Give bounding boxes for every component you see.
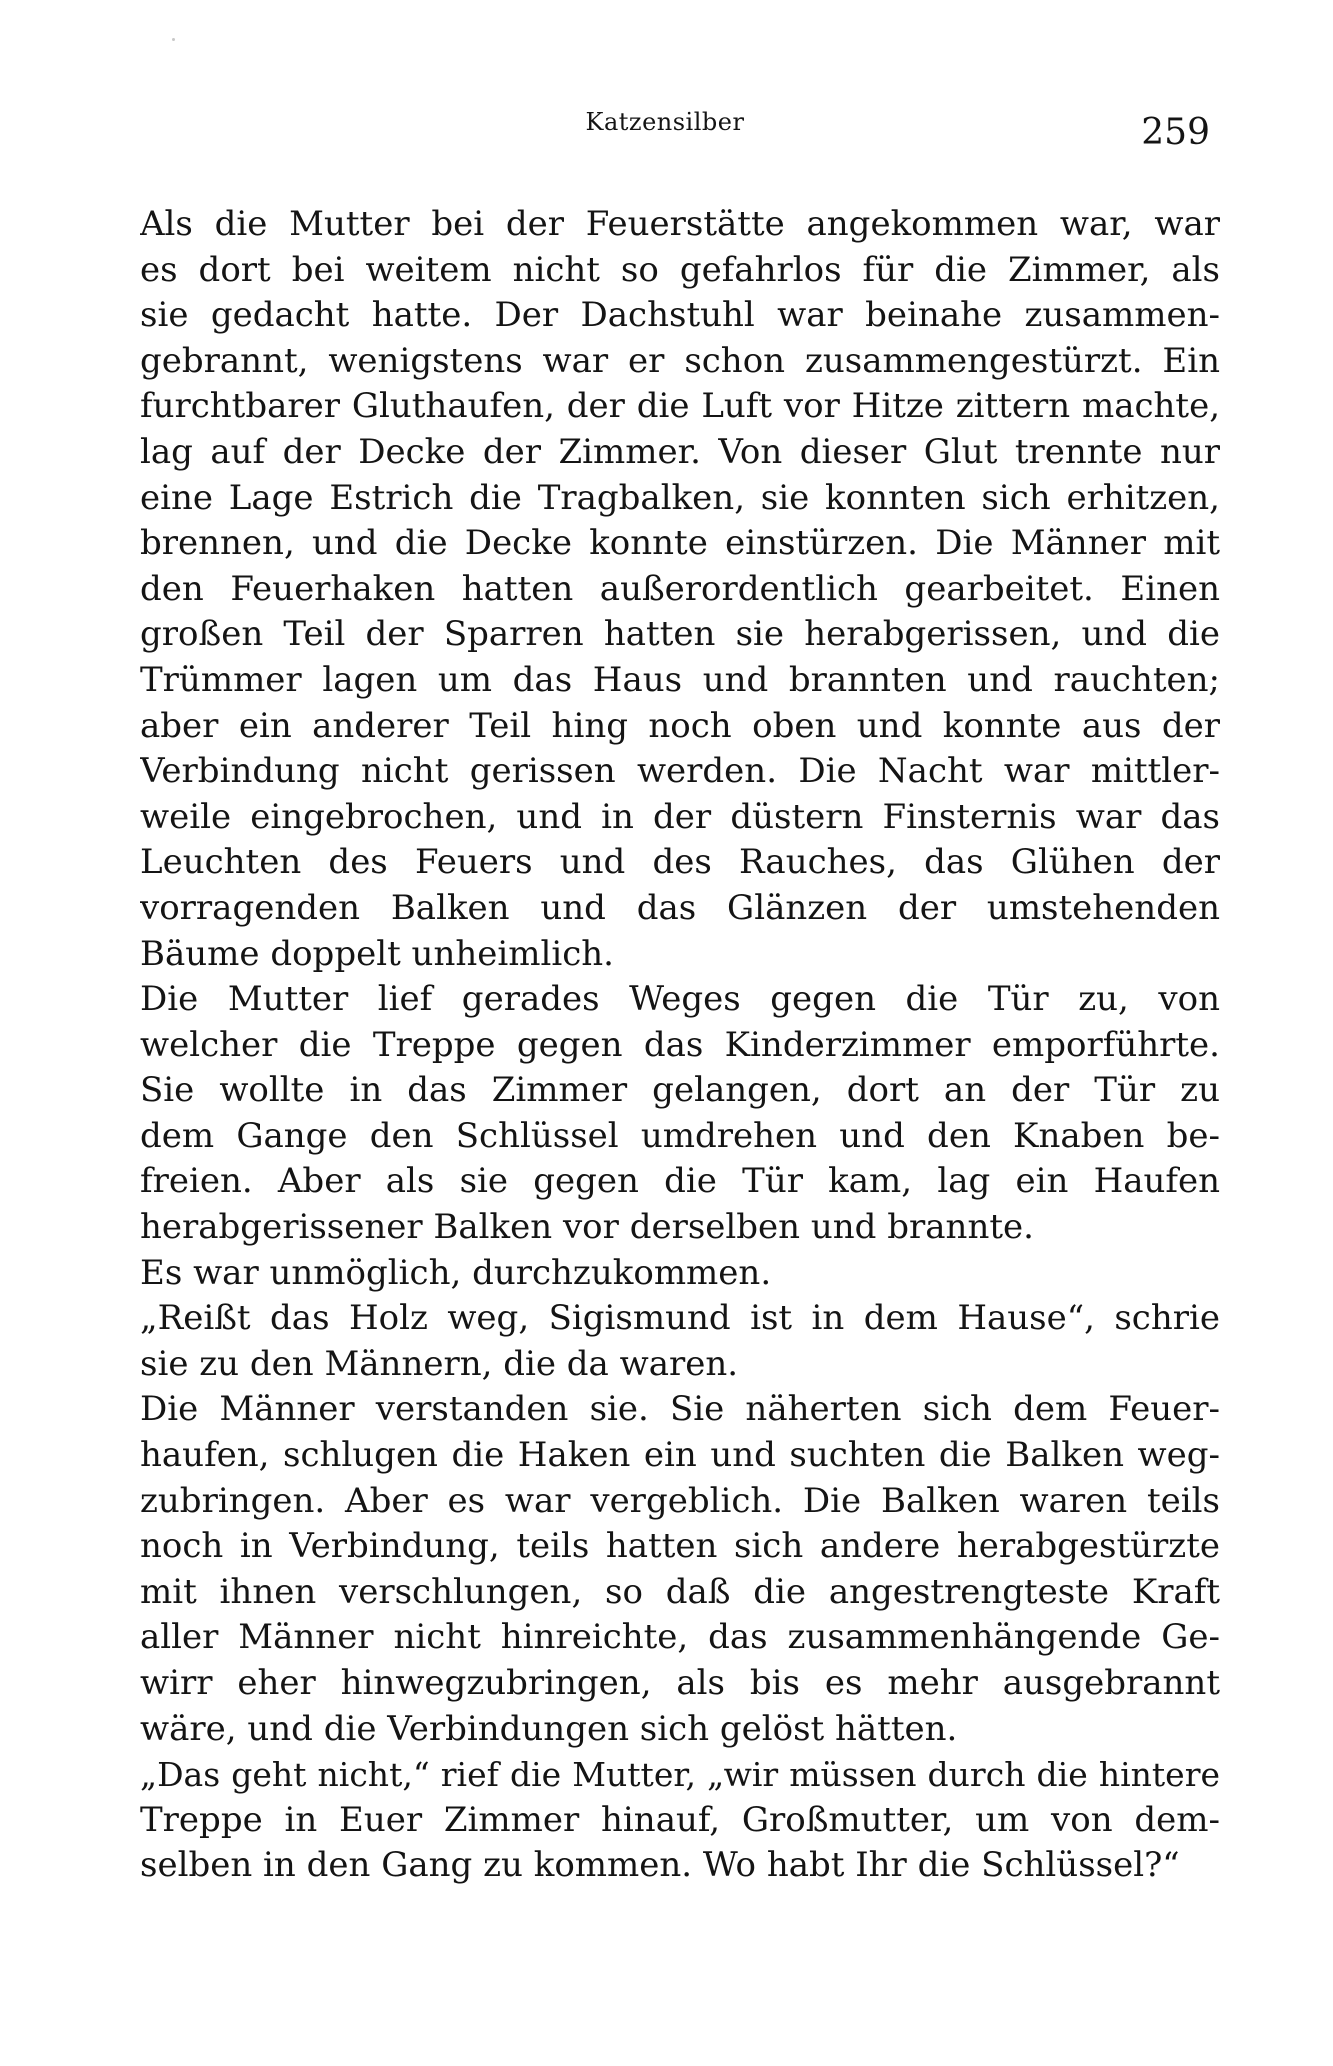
text-line: zubringen. Aber es war vergeblich. Die Balken waren teils (140, 1480, 1220, 1521)
text-line: selben in den Gang zu kommen. Wo habt Ihr die Schlüssel?“ (140, 1845, 1180, 1886)
text-line: sie gedacht hatte. Der Dachstuhl war beinahe zusammen- (140, 295, 1220, 336)
body-text (140, 202, 1220, 1889)
paper-speck (172, 38, 175, 41)
text-line: aller Männer nicht hinreichte, das zusammenhängende Ge- (140, 1617, 1220, 1658)
text-line: Bäume doppelt unheimlich. (140, 933, 614, 974)
text-line: aber ein anderer Teil hing noch oben und konnte aus der (140, 705, 1220, 746)
text-line: Die Mutter lief gerades Weges gegen die Tür zu, von (140, 979, 1220, 1020)
text-line: großen Teil der Sparren hatten sie herabgerissen, und die (140, 614, 1220, 655)
text-line: Leuchten des Feuers und des Rauches, das Glühen der (140, 842, 1220, 883)
text-line: wäre, und die Verbindungen sich gelöst hätten. (140, 1708, 958, 1749)
text-line: dem Gange den Schlüssel umdrehen und den Knaben be- (140, 1115, 1220, 1156)
text-line: Treppe in Euer Zimmer hinauf, Großmutter, um von dem- (140, 1799, 1220, 1840)
page-number: 259 (1141, 112, 1210, 153)
text-line: Trümmer lagen um das Haus und brannten und rauchten; (140, 659, 1220, 700)
text-line: freien. Aber als sie gegen die Tür kam, lag ein Haufen (140, 1161, 1220, 1202)
text-line: vorragenden Balken und das Glänzen der umstehenden (140, 887, 1220, 928)
text-line: Die Männer verstanden sie. Sie näherten sich dem Feuer- (140, 1389, 1220, 1430)
text-line: Verbindung nicht gerissen werden. Die Nacht war mittler- (140, 751, 1220, 792)
text-line: lag auf der Decke der Zimmer. Von dieser Glut trennte nur (140, 431, 1220, 472)
text-line: Als die Mutter bei der Feuerstätte angekommen war, war (140, 204, 1220, 244)
text-line: Es war unmöglich, durchzukommen. (140, 1252, 772, 1293)
text-line: noch in Verbindung, teils hatten sich andere herabgestürzte (140, 1526, 1220, 1567)
text-line: haufen, schlugen die Haken ein und suchten die Balken weg- (140, 1435, 1220, 1476)
running-title: Katzensilber (585, 108, 745, 136)
text-line: welcher die Treppe gegen das Kinderzimmer emporführte. (140, 1024, 1220, 1065)
text-line: den Feuerhaken hatten außerordentlich gearbeitet. Einen (140, 568, 1220, 609)
text-line: gebrannt, wenigstens war er schon zusammengestürzt. Ein (140, 340, 1220, 381)
text-line: sie zu den Männern, die da waren. (140, 1343, 739, 1384)
text-line: herabgerissener Balken vor derselben und brannte. (140, 1207, 1034, 1248)
text-line: furchtbarer Gluthaufen, der die Luft vor Hitze zittern machte, (140, 386, 1220, 427)
text-line: brennen, und die Decke konnte einstürzen. Die Männer mit (140, 523, 1220, 564)
text-line: Sie wollte in das Zimmer gelangen, dort an der Tür zu (140, 1070, 1220, 1111)
text-line: weile eingebrochen, und in der düstern Finsternis war das (140, 796, 1220, 837)
text-line: es dort bei weitem nicht so gefahrlos für die Zimmer, als (140, 249, 1220, 290)
text-line: „Das geht nicht,“ rief die Mutter, „wir müssen durch die hintere (140, 1755, 1220, 1795)
text-line: mit ihnen verschlungen, so daß die angestrengteste Kraft (140, 1571, 1220, 1612)
text-line: wirr eher hinwegzubringen, als bis es mehr ausgebrannt (140, 1663, 1220, 1703)
text-line: „Reißt das Holz weg, Sigismund ist in dem Hause“, schrie (140, 1298, 1220, 1339)
text-line: eine Lage Estrich die Tragbalken, sie konnten sich erhitzen, (140, 477, 1220, 518)
